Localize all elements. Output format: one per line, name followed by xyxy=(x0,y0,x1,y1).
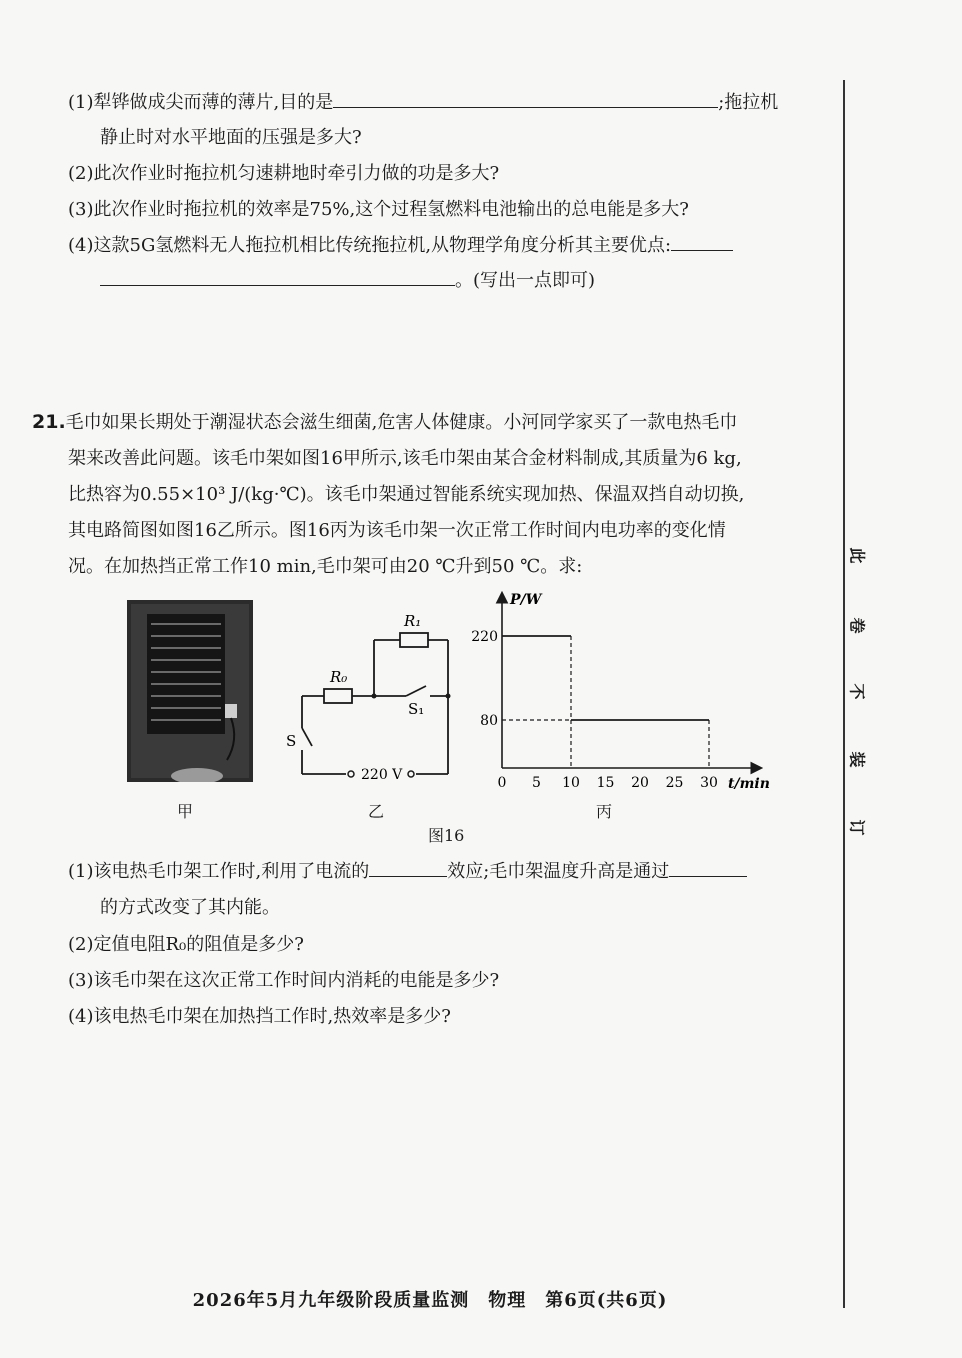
side-char-3: 不 xyxy=(847,683,867,700)
answer-blank[interactable] xyxy=(333,91,718,108)
x-tick-label: 0 xyxy=(497,775,507,791)
y-tick-label: 80 xyxy=(480,713,498,729)
answer-blank[interactable] xyxy=(369,860,447,877)
q21-line4: 其电路简图如图16乙所示。图16丙为该毛巾架一次正常工作时间内电功率的变化情 xyxy=(68,520,726,541)
towel-rack-photo xyxy=(127,600,253,782)
side-char-5: 订 xyxy=(847,819,867,836)
q21-line3: 比热容为0.55×10³ J/(kg·℃)。该毛巾架通过智能系统实现加热、保温双挡自动切换, xyxy=(68,484,745,505)
q20-part4-line2 xyxy=(100,266,595,292)
x-tick-label: 30 xyxy=(700,775,718,791)
q21-part1-line1 xyxy=(68,857,747,883)
answer-blank[interactable] xyxy=(100,269,455,286)
q21-line5: 况。在加热挡正常工作10 min,毛巾架可由20 ℃升到50 ℃。求: xyxy=(68,556,583,577)
q21-text-1: 毛巾如果长期处于潮湿状态会滋生细菌,危害人体健康。小河同学家买了一款电热毛巾 xyxy=(65,412,738,433)
r1-label: R₁ xyxy=(404,612,422,630)
q20-part4-tail: 。(写出一点即可) xyxy=(455,270,596,291)
x-tick-label: 15 xyxy=(596,775,615,791)
answer-blank[interactable] xyxy=(671,234,733,251)
page-footer: 2026年5月九年级阶段质量监测 物理 第6页(共6页) xyxy=(192,1290,668,1311)
figure-label-bing: 丙 xyxy=(596,802,613,821)
q21-part2: (2)定值电阻R₀的阻值是多少? xyxy=(68,934,304,955)
q20-part4-text: (4)这款5G氢燃料无人拖拉机相比传统拖拉机,从物理学角度分析其主要优点: xyxy=(68,235,672,256)
s1-label: S₁ xyxy=(408,700,425,718)
x-axis-label: t/min xyxy=(728,776,770,792)
circuit-diagram xyxy=(282,600,462,790)
side-char-2: 卷 xyxy=(847,617,867,634)
r0-label: R₀ xyxy=(330,668,348,686)
x-tick-label: 20 xyxy=(631,775,649,791)
question-number: 21. xyxy=(32,411,66,433)
y-axis-label: P/W xyxy=(510,592,542,608)
q21-part1-mid: 效应;毛巾架温度升高是通过 xyxy=(447,861,670,882)
q20-part1-line2: 静止时对水平地面的压强是多大? xyxy=(100,127,362,148)
q20-part4-line1 xyxy=(68,231,733,257)
q21-line1 xyxy=(32,408,737,434)
voltage-label: 220 V xyxy=(361,767,403,783)
binding-line xyxy=(843,80,845,1308)
figure-label-yi: 乙 xyxy=(368,802,385,821)
q21-part3: (3)该毛巾架在这次正常工作时间内消耗的电能是多少? xyxy=(68,970,500,991)
q20-part3: (3)此次作业时拖拉机的效率是75%,这个过程氢燃料电池输出的总电能是多大? xyxy=(68,199,689,220)
q20-part1-line1 xyxy=(68,88,778,114)
y-tick-label: 220 xyxy=(471,629,498,645)
q21-part4: (4)该电热毛巾架在加热挡工作时,热效率是多少? xyxy=(68,1006,451,1027)
figure-caption: 图16 xyxy=(428,826,465,845)
side-char-4: 装 xyxy=(847,751,867,768)
q21-line2: 架来改善此问题。该毛巾架如图16甲所示,该毛巾架由某合金材料制成,其质量为6 kg, xyxy=(68,448,742,469)
side-char-1: 此 xyxy=(847,547,867,564)
q21-part1-line2: 的方式改变了其内能。 xyxy=(100,897,280,918)
q20-part1-text: (1)犁铧做成尖而薄的薄片,目的是 xyxy=(68,92,334,113)
x-tick-label: 5 xyxy=(532,775,541,791)
q20-part1-tail: ;拖拉机 xyxy=(718,92,779,113)
q21-part1-text: (1)该电热毛巾架工作时,利用了电流的 xyxy=(68,861,370,882)
figure-label-jia: 甲 xyxy=(177,802,194,821)
s-label: S xyxy=(286,732,297,750)
x-tick-label: 25 xyxy=(665,775,684,791)
answer-blank[interactable] xyxy=(669,860,747,877)
x-tick-label: 10 xyxy=(562,775,580,791)
power-time-chart xyxy=(470,588,770,798)
q20-part2: (2)此次作业时拖拉机匀速耕地时牵引力做的功是多大? xyxy=(68,163,500,184)
